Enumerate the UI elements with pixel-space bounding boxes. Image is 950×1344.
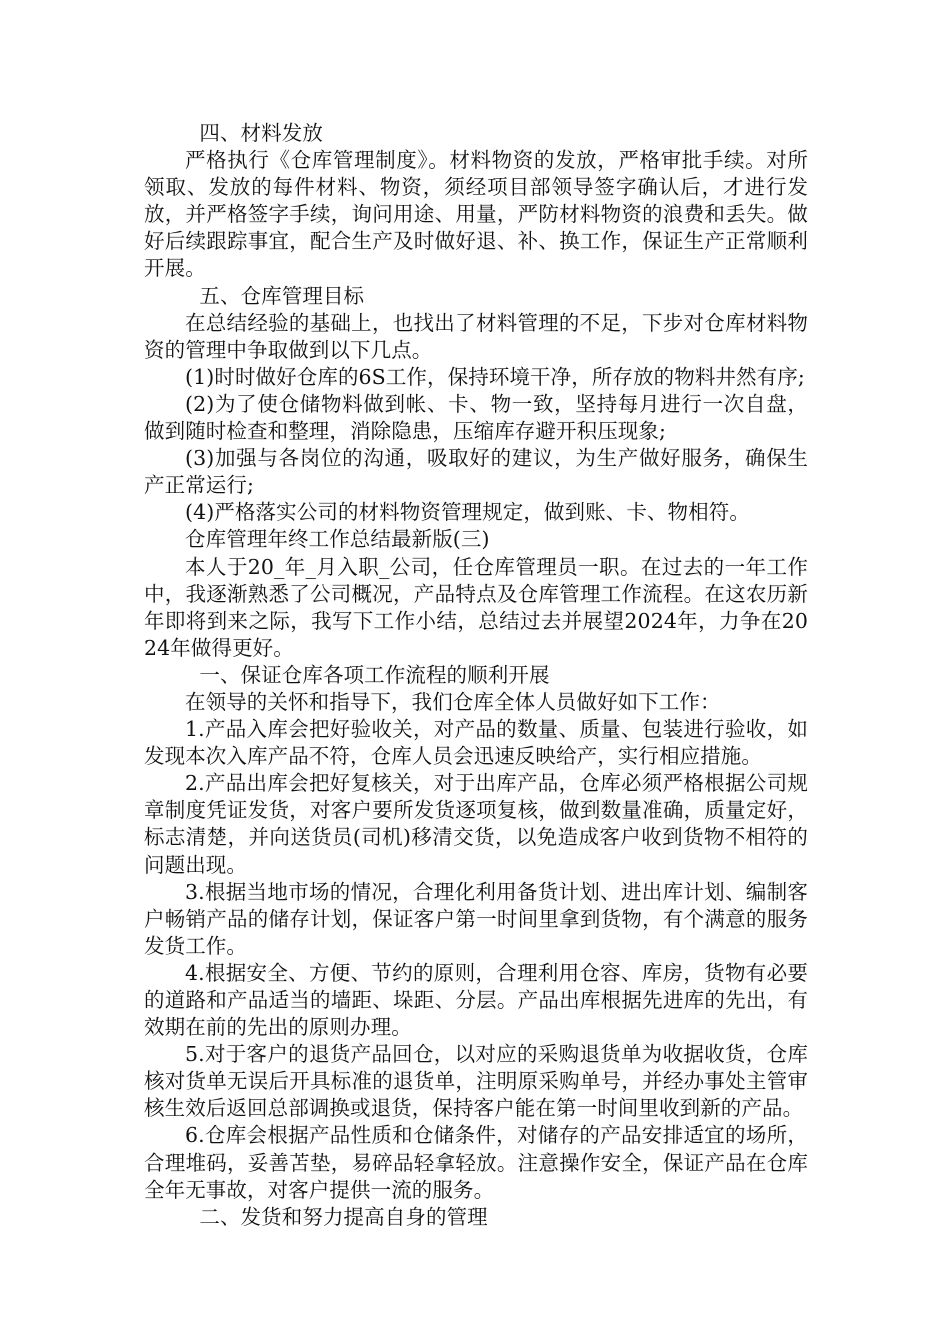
document-subtitle: 仓库管理年终工作总结最新版(三) [185,527,490,552]
section-heading: 五、仓库管理目标 [199,283,365,308]
list-item: 3.根据当地市场的情况，合理化利用备货计划、进出库计划、编制客户畅销产品的储存计划，保证客户第一时间里拿到货物，有个满意的服务发货工作。 [144,879,808,958]
paragraph: 在总结经验的基础上，也找出了材料管理的不足，下步对仓库材料物资的管理中争取做到以下几点。 [144,310,808,362]
section-heading: 二、发货和努力提高自身的管理 [199,1204,488,1229]
list-item: (3)加强与各岗位的沟通，吸取好的建议，为生产做好服务，确保生产正常运行; [144,446,808,498]
paragraph: 在领导的关怀和指导下，我们仓库全体人员做好如下工作： [185,689,721,714]
section-heading: 一、保证仓库各项工作流程的顺利开展 [199,662,550,687]
list-item: 4.根据安全、方便、节约的原则，合理利用仓容、库房，货物有必要的道路和产品适当的墙距、垛距、分层。产品出库根据先进库的先出，有效期在前的先出的原则办理。 [144,960,808,1040]
list-item: 5.对于客户的退货产品回仓，以对应的采购退货单为收据收货，仓库核对货单无误后开具标准的退货单，注明原采购单号，并经办事处主管审核生效后返回总部调换或退货，保持客户能在第一时间里收到新的产品。 [144,1042,808,1121]
paragraph: 严格执行《仓库管理制度》。材料物资的发放，严格审批手续。对所领取、发放的每件材料、物资，须经项目部领导签字确认后，才进行发放，并严格签字手续，询问用途、用量，严防材料物资的浪费和丢失。做好后续跟踪事宜，配合生产及时做好退、补、换工作，保证生产正常顺利开展。 [144,148,808,281]
list-item: 2.产品出库会把好复核关，对于出库产品，仓库必须严格根据公司规章制度凭证发货，对客户要所发货逐项复核，做到数量准确，质量定好，标志清楚，并向送货员(司机)移清交货，以免造成客户收到货物不相符的问题出现。 [144,771,808,877]
list-item: 1.产品入库会把好验收关，对产品的数量、质量、包装进行验收，如发现本次入库产品不符，仓库人员会迅速反映给产，实行相应措施。 [144,717,808,769]
section-heading: 四、材料发放 [199,121,323,145]
list-item: 6.仓库会根据产品性质和仓储条件，对储存的产品安排适宜的场所，合理堆码，妥善苫垫，易碎品轻拿轻放。注意操作安全，保证产品在仓库全年无事故，对客户提供一流的服务。 [144,1123,808,1202]
list-item: (1)时时做好仓库的6S工作，保持环境干净，所存放的物料井然有序; [185,364,805,389]
paragraph: 本人于20_年_月入职_公司，任仓库管理员一职。在过去的一年工作中，我逐渐熟悉了公司概况，产品特点及仓库管理工作流程。在这农历新年即将到来之际，我写下工作小结，总结过去并展望2024年，力争在2024年做得更好。 [144,554,808,660]
document-body [144,120,808,1231]
list-item: (4)严格落实公司的材料物资管理规定，做到账、卡、物相符。 [185,500,750,525]
list-item: (2)为了使仓储物料做到帐、卡、物一致，坚持每月进行一次自盘，做到随时检查和整理，消除隐患，压缩库存避开积压现象; [144,391,808,444]
